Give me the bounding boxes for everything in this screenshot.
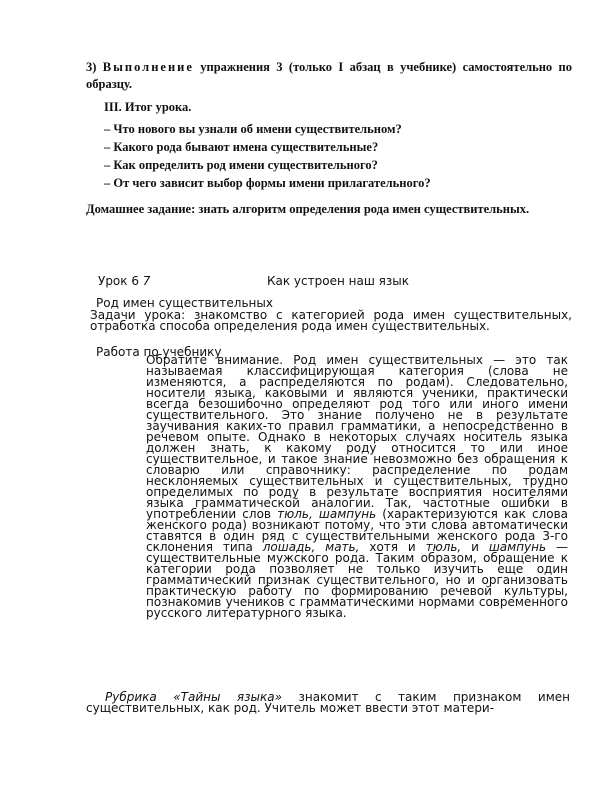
body-text-5: — существительные мужского рода. Таким образом, обращение к категории рода позволяет не только изучить еще один грамматический признак существительного, но и организовать практическую работу по формированию речевой культуры, познакомив учеников с грамматическими нормами современного русского литературного языка. xyxy=(146,540,568,620)
lesson-section: Как устроен наш язык xyxy=(267,274,409,288)
lesson-topic: Род имен существительных xyxy=(96,296,273,310)
lesson-tasks: Задачи урока: знакомство с категорией рода имен существительных, отработка способа определения рода имен существительных. xyxy=(90,308,572,333)
body-text-4: и xyxy=(461,540,489,554)
exercise-text: упражнения 3 (только I абзац в учебнике) самостоятельно по образцу. xyxy=(86,60,573,91)
rubric-paragraph xyxy=(86,692,570,714)
summary-question: – Какого рода бывают имена существительные? xyxy=(104,140,379,154)
summary-heading: III. Итог урока. xyxy=(104,100,192,114)
body-italic-1: тюль, шампунь xyxy=(277,507,377,521)
summary-question: – Как определить род имени существительного? xyxy=(104,158,378,172)
body-text-2: (характеризуются как слова женского рода) возникают потому, что эти слова автоматически ставятся в один ряд с существительными женского рода 3-го склонения типа xyxy=(146,507,568,554)
rubric-text: знакомит с таким признаком имен существительных, как род. Учитель может ввести этот матери- xyxy=(86,690,570,715)
body-italic-3: тюль, xyxy=(425,540,462,554)
lesson-number-italic: 7 xyxy=(142,274,151,288)
body-italic-4: шампунь xyxy=(488,540,547,554)
lesson-number xyxy=(98,274,150,288)
body-paragraph xyxy=(146,355,568,619)
exercise-word: Выполнение xyxy=(102,60,194,74)
homework-text: знать алгоритм определения рода имен существительных. xyxy=(198,202,530,216)
rubric-title: Рубрика «Тайны языка» xyxy=(105,690,282,704)
exercise-paragraph xyxy=(86,59,572,93)
summary-question: – Что нового вы узнали об имени существительном? xyxy=(104,122,402,136)
lesson-number-prefix: Урок 6 xyxy=(98,274,139,288)
homework-label: Домашнее задание: xyxy=(86,202,196,216)
homework-paragraph xyxy=(86,201,572,218)
body-text-1: Обратите внимание. Род имен существительных — это так называемая классифицирующая категория (слова не изменяются, а распределяются по родам). Следовательно, носители языка, каковыми и являются ученики, практически всегда безошибочно определяют род того или иного имени существительного. Это знание получено не в результате заучивания каких-то правил грамматики, а непосредственно в речевом опыте. Однако в некоторых случаях носитель языка должен знать, к какому роду относится то или иное существительное, и такое знание невозможно без обращения к словарю или справочнику: распределение по родам несклоняемых существительных и существительных, трудно определимых по роду в результате восприятия носителями языка грамматической аналогии. Так, частотные ошибки в употреблении слов xyxy=(146,353,568,521)
body-text-3: хотя и xyxy=(359,540,426,554)
work-heading: Работа по учебнику xyxy=(96,345,222,359)
body-italic-2: лошадь, мать, xyxy=(262,540,360,554)
summary-question: – От чего зависит выбор формы имени прилагательного? xyxy=(104,176,431,190)
exercise-number: 3) xyxy=(86,60,97,74)
